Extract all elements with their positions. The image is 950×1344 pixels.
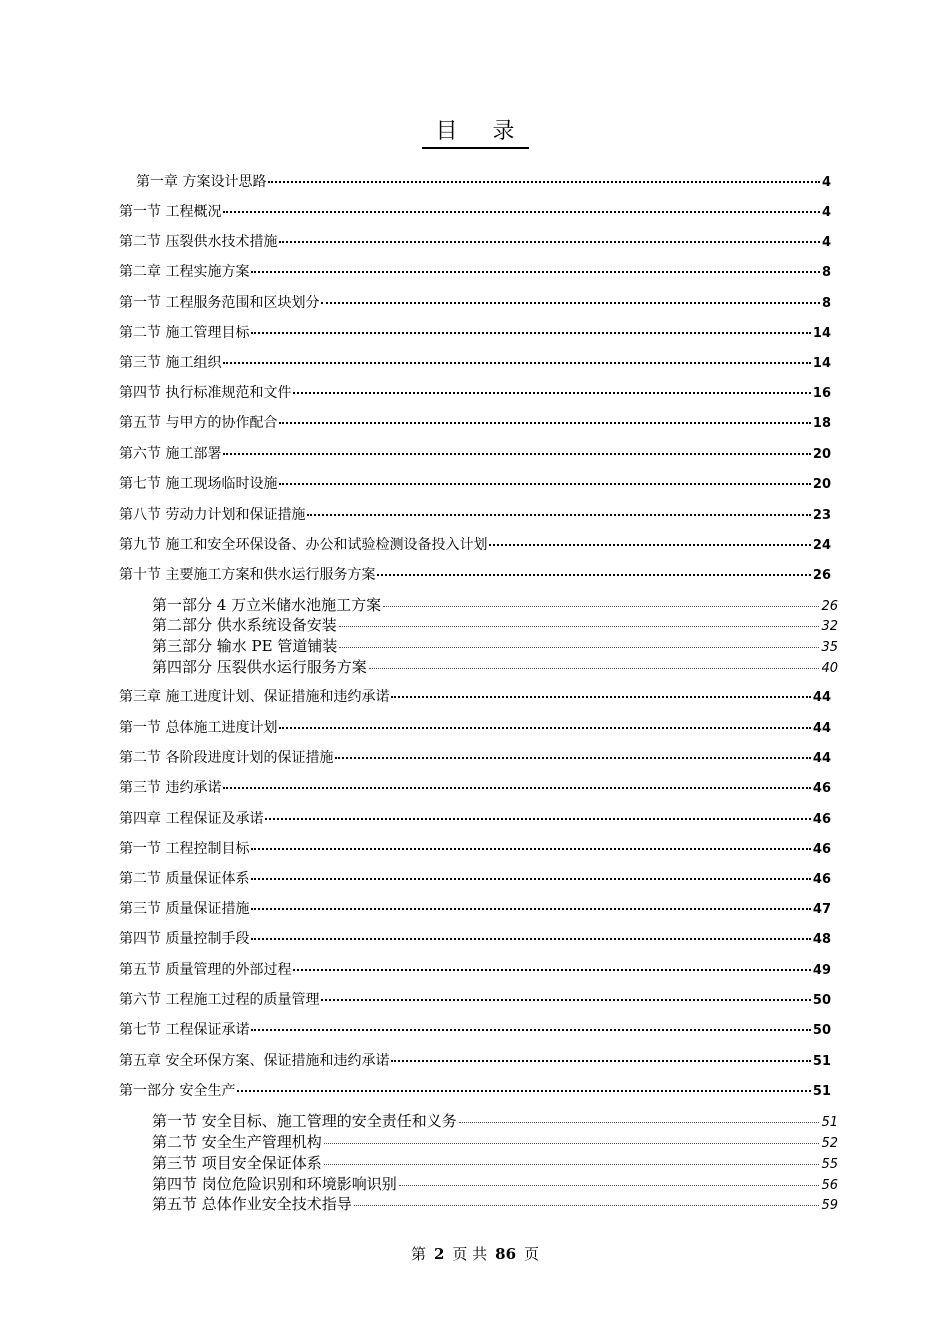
toc-entry-label: 第四章 工程保证及承诺 [119,811,264,827]
toc-entry-page: 18 [812,416,831,431]
toc-leader-dots [339,646,819,648]
toc-subentry[interactable] [152,614,838,635]
toc-entry-page: 23 [812,508,831,523]
toc-entry-page: 52 [821,1136,838,1151]
toc-leader-dots [237,1089,810,1092]
toc-leader-dots [459,1121,820,1123]
toc-entry-page: 59 [821,1198,838,1213]
toc-entry-page: 44 [812,721,831,736]
toc-leader-dots [251,847,810,850]
toc-leader-dots [251,270,820,273]
footer-current-page: 2 [433,1245,445,1263]
toc-subentry[interactable] [152,656,838,677]
toc-entry[interactable] [119,928,831,948]
toc-entry-label: 第二节 各阶段进度计划的保证措施 [119,750,334,766]
toc-entry-label: 第六节 工程施工过程的质量管理 [119,992,320,1008]
toc-leader-dots [399,1184,820,1186]
toc-subentry[interactable] [152,1131,838,1152]
toc-entry-page: 47 [812,902,831,917]
toc-leader-dots [265,817,810,820]
toc-entry-page: 46 [812,781,831,796]
toc-entry-label: 第一节 工程服务范围和区块划分 [119,295,320,311]
toc-subentry[interactable] [152,1110,838,1131]
toc-leader-dots [391,1059,810,1062]
toc-entry-page: 32 [821,619,838,634]
toc-entry-label: 第九节 施工和安全环保设备、办公和试验检测设备投入计划 [119,537,488,553]
toc-subentry[interactable] [152,594,838,615]
toc-entry-label: 第一节 总体施工进度计划 [119,720,278,736]
toc-entry-page: 49 [812,963,831,978]
toc-entry-page: 16 [812,386,831,401]
toc-entry-page: 35 [821,640,838,655]
toc-entry[interactable] [119,473,831,493]
toc-entry-page: 4 [821,235,831,250]
toc-entry-label: 第二章 工程实施方案 [119,264,250,280]
toc-entry-label: 第一部分 4 万立米储水池施工方案 [152,596,382,614]
toc-entry-label: 第四节 执行标准规范和文件 [119,385,292,401]
toc-entry[interactable] [119,352,831,372]
toc-leader-dots [251,1028,810,1031]
toc-entry[interactable] [119,382,831,402]
toc-entry-label: 第六节 施工部署 [119,446,222,462]
toc-entry-page: 26 [821,599,838,614]
toc-entry-label: 第七节 施工现场临时设施 [119,476,278,492]
toc-leader-dots [279,421,810,424]
toc-entry-page: 8 [821,296,831,311]
footer-suffix: 页 [524,1245,540,1263]
toc-leader-dots [354,1204,820,1206]
toc-entry[interactable] [119,261,831,281]
toc-entry-label: 第二节 安全生产管理机构 [152,1133,322,1151]
toc-entry-label: 第三节 项目安全保证体系 [152,1154,322,1172]
toc-entry-label: 第二节 施工管理目标 [119,325,250,341]
toc-leader-dots [489,543,810,546]
toc-entry[interactable] [119,322,831,342]
toc-entry-label: 第一节 工程概况 [119,204,222,220]
toc-entry-label: 第三节 质量保证措施 [119,901,250,917]
toc-entry[interactable] [119,1080,831,1100]
toc-entry[interactable] [119,989,831,1009]
toc-entry-label: 第二部分 供水系统设备安装 [152,616,337,634]
toc-leader-dots [335,756,810,759]
toc-leader-dots [251,877,810,880]
toc-entry-page: 46 [812,812,831,827]
toc-entry-page: 50 [812,993,831,1008]
toc-leader-dots [223,210,820,213]
toc-entry[interactable] [119,777,831,797]
toc-entry-label: 第一章 方案设计思路 [136,174,267,190]
toc-entry-page: 44 [812,751,831,766]
toc-entry[interactable] [119,959,831,979]
toc-entry[interactable] [119,412,831,432]
toc-entry[interactable] [119,868,831,888]
toc-leader-dots [279,482,810,485]
toc-entry-label: 第八节 劳动力计划和保证措施 [119,507,306,523]
toc-leader-dots [279,726,810,729]
toc-entry[interactable] [119,201,831,221]
page-title [0,114,950,149]
footer-total-pages: 86 [495,1245,517,1263]
toc-entry-page: 46 [812,842,831,857]
toc-leader-dots [251,907,810,910]
toc-entry[interactable] [119,231,831,251]
toc-entry[interactable] [119,1019,831,1039]
toc-entry-page: 44 [812,690,831,705]
toc-entry-label: 第四节 质量控制手段 [119,931,250,947]
toc-entry-label: 第一节 安全目标、施工管理的安全责任和义务 [152,1112,457,1130]
toc-entry[interactable] [119,717,831,737]
toc-entry-label: 第五节 总体作业安全技术指导 [152,1195,352,1213]
title-text: 目 录 [422,114,529,149]
toc-subentry[interactable] [152,1173,838,1194]
toc-entry-label: 第一部分 安全生产 [119,1083,236,1099]
toc-entry-label: 第五章 安全环保方案、保证措施和违约承诺 [119,1053,390,1069]
toc-entry-label: 第二节 质量保证体系 [119,871,250,887]
toc-subentry[interactable] [152,1152,838,1173]
toc-entry-label: 第四节 岗位危险识别和环境影响识别 [152,1175,397,1193]
toc-entry-page: 55 [821,1157,838,1172]
toc-entry-label: 第二节 压裂供水技术措施 [119,234,278,250]
footer-prefix: 第 [410,1245,426,1263]
toc-leader-dots [223,786,810,789]
toc-leader-dots [307,513,810,516]
toc-subentry[interactable] [152,1193,838,1214]
toc-entry-page: 14 [812,326,831,341]
toc-entry[interactable] [119,534,831,554]
toc-entry-label: 第四部分 压裂供水运行服务方案 [152,658,367,676]
toc-entry-page: 26 [812,568,831,583]
toc-leader-dots [324,1163,820,1165]
toc-entry[interactable] [119,838,831,858]
toc-leader-dots [251,937,810,940]
toc-entry-page: 4 [821,205,831,220]
toc-leader-dots [324,1142,820,1144]
toc-entry-label: 第三部分 输水 PE 管道铺装 [152,637,338,655]
toc-entry-page: 51 [812,1084,831,1099]
toc-leader-dots [293,391,810,394]
toc-entry[interactable] [119,504,831,524]
toc-entry[interactable] [119,747,831,767]
toc-entry[interactable] [119,443,831,463]
toc-entry[interactable] [136,171,831,191]
toc-leader-dots [321,301,820,304]
toc-entry-page: 50 [812,1023,831,1038]
toc-entry-page: 46 [812,872,831,887]
toc-entry-label: 第五节 质量管理的外部过程 [119,962,292,978]
footer-middle: 页 共 [452,1245,488,1263]
toc-entry[interactable] [119,1050,831,1070]
toc-leader-dots [279,240,820,243]
toc-entry[interactable] [119,292,831,312]
toc-subentry[interactable] [152,635,838,656]
toc-entry-page: 51 [821,1115,838,1130]
toc-entry-label: 第三节 施工组织 [119,355,222,371]
toc-leader-dots [251,331,810,334]
toc-entry[interactable] [119,898,831,918]
toc-entry-page: 4 [821,175,831,190]
toc-entry[interactable] [119,686,831,706]
toc-entry-page: 40 [821,661,838,676]
toc-entry[interactable] [119,808,831,828]
page-footer [0,1243,950,1264]
toc-leader-dots [369,667,820,669]
toc-entry-label: 第一节 工程控制目标 [119,841,250,857]
toc-entry-page: 20 [812,477,831,492]
toc-entry-page: 20 [812,447,831,462]
toc-entry-page: 14 [812,356,831,371]
toc-leader-dots [391,695,810,698]
toc-entry-page: 56 [821,1178,838,1193]
toc-entry[interactable] [119,564,831,584]
toc-entry-label: 第三节 违约承诺 [119,780,222,796]
toc-entry-label: 第七节 工程保证承诺 [119,1022,250,1038]
toc-entry-page: 51 [812,1054,831,1069]
toc-leader-dots [293,968,810,971]
toc-leader-dots [268,180,820,183]
toc-leader-dots [223,452,810,455]
toc-entry-page: 24 [812,538,831,553]
toc-leader-dots [321,998,810,1001]
toc-entry-page: 48 [812,932,831,947]
toc-entry-label: 第三章 施工进度计划、保证措施和违约承诺 [119,689,390,705]
toc-entry-label: 第十节 主要施工方案和供水运行服务方案 [119,567,376,583]
toc-entry-page: 8 [821,265,831,280]
toc-leader-dots [339,625,820,627]
toc-leader-dots [223,361,810,364]
toc-leader-dots [383,605,819,607]
toc-leader-dots [377,573,810,576]
toc-entry-label: 第五节 与甲方的协作配合 [119,415,278,431]
